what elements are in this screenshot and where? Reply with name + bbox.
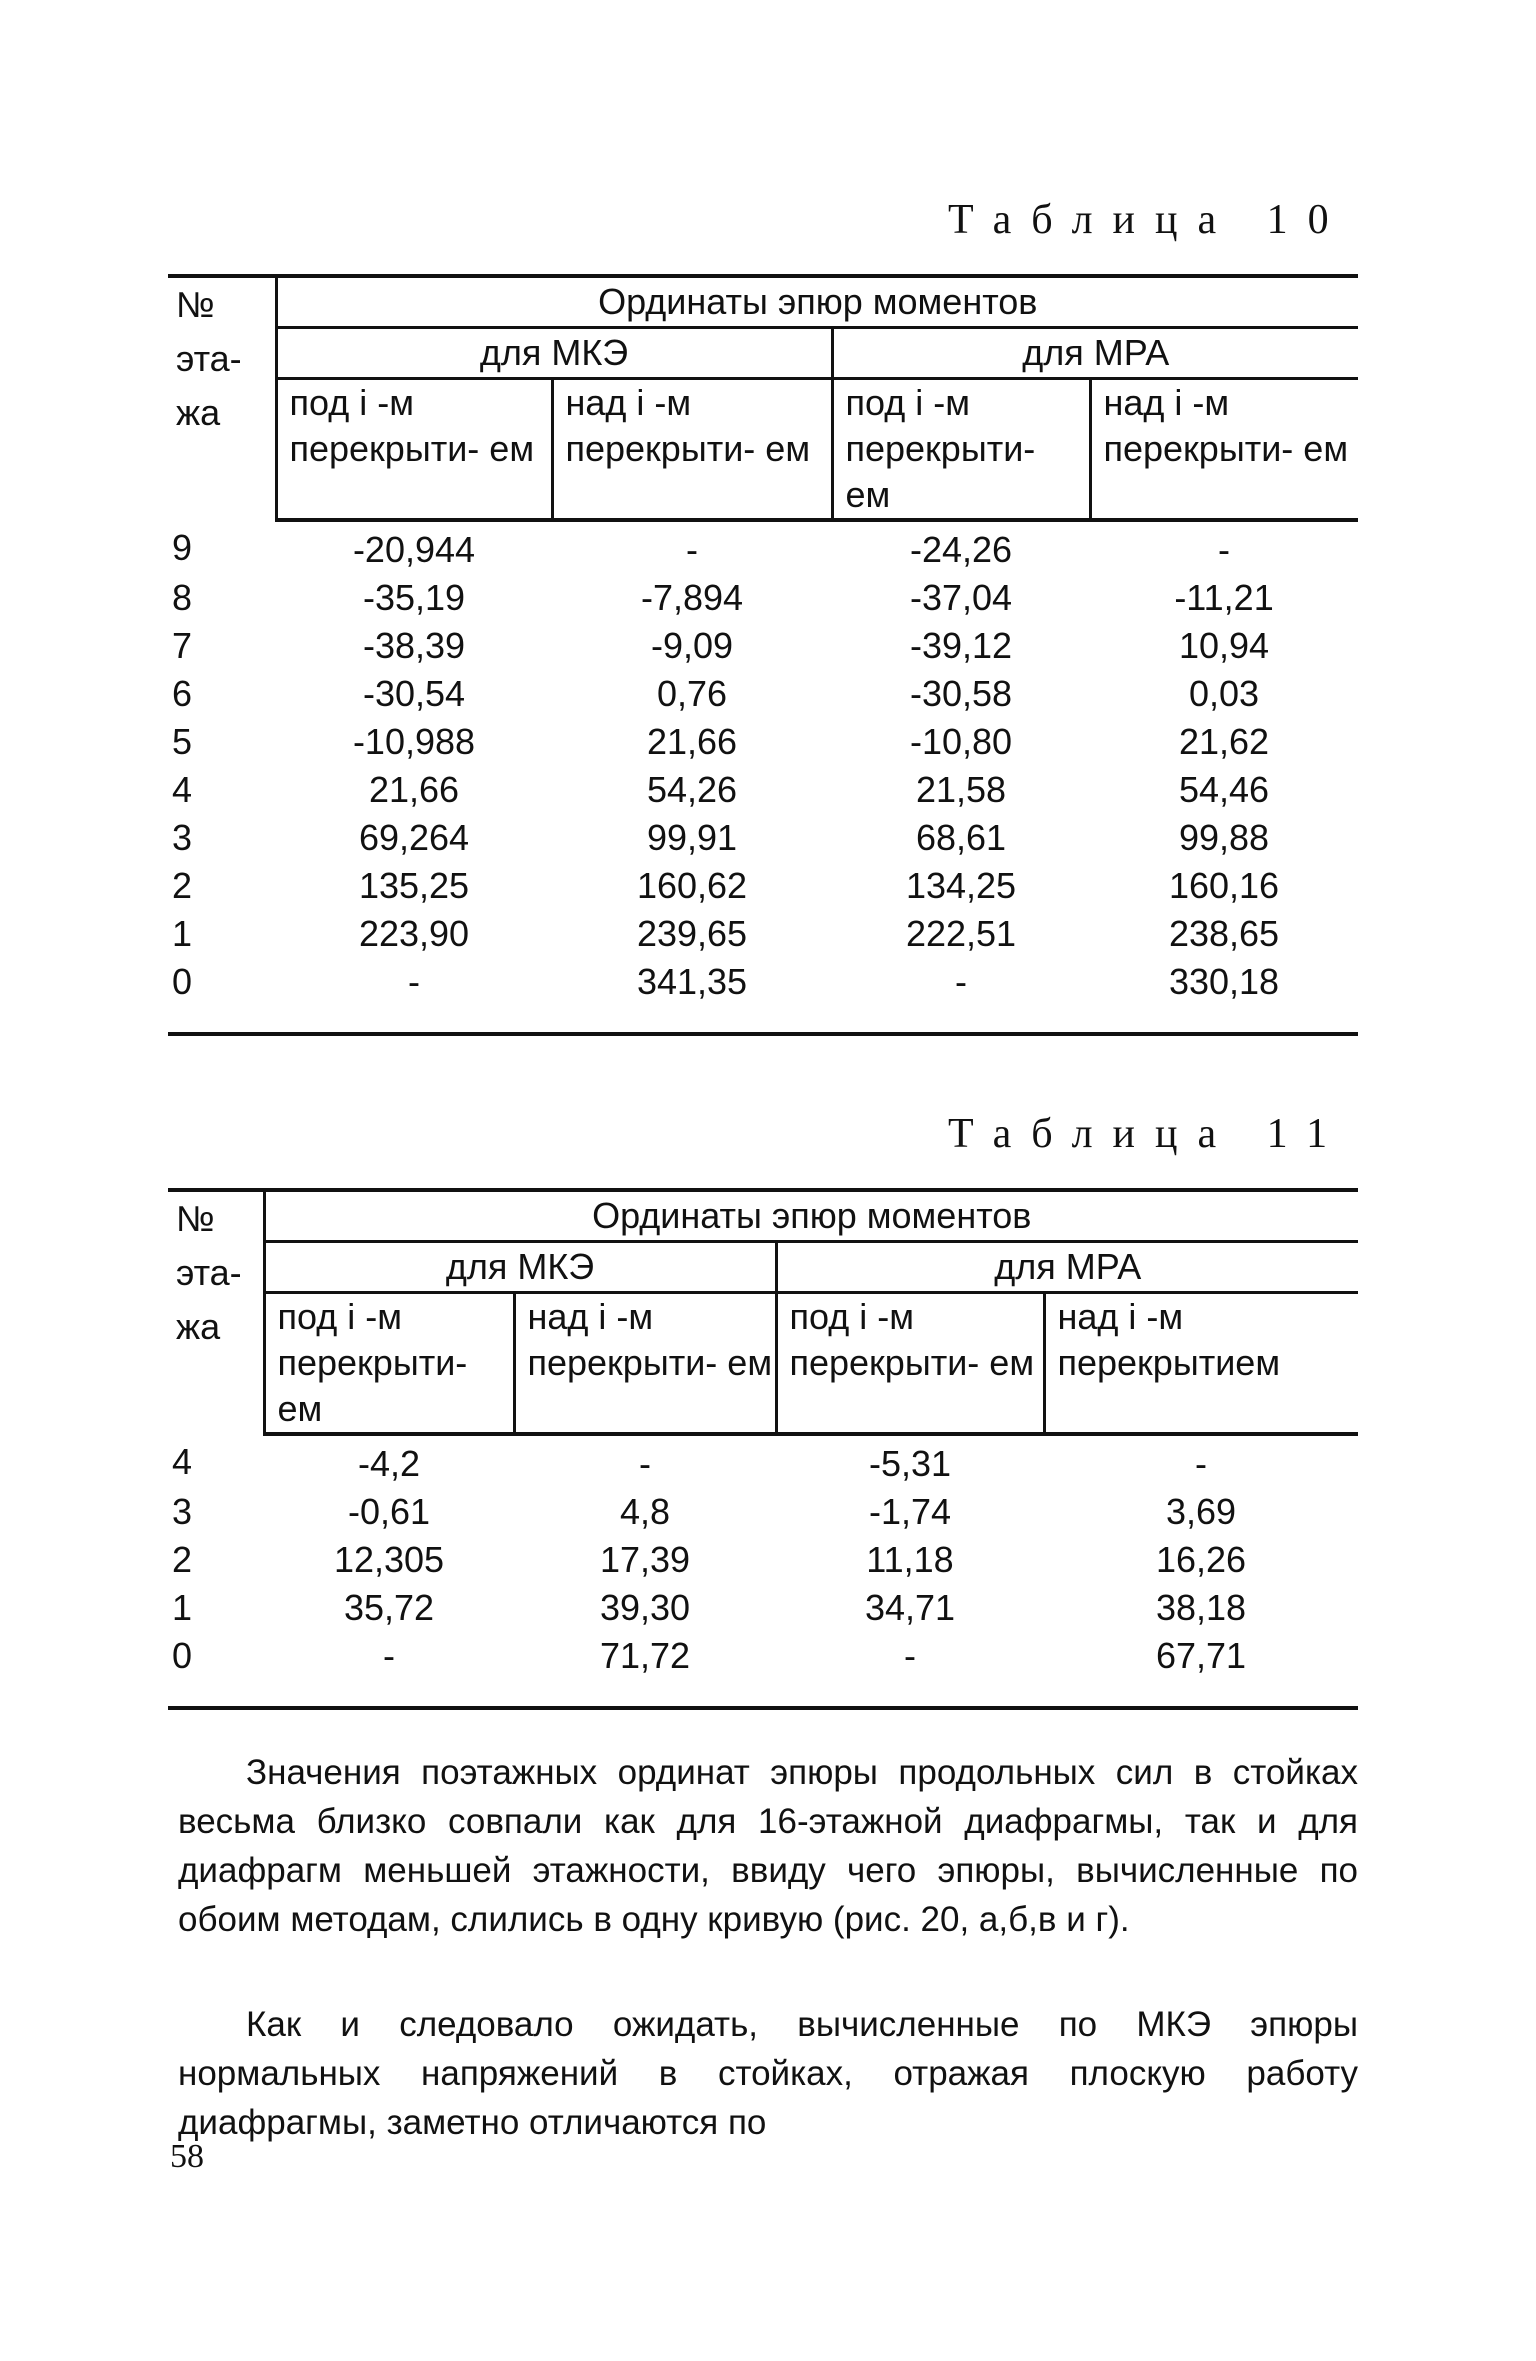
mra-group-header: для МРА xyxy=(776,1242,1358,1293)
floor-cell: 8 xyxy=(172,577,193,618)
value-cell-mke-under: -20,944 xyxy=(352,529,476,570)
value-cell-mra-under: -1,74 xyxy=(868,1491,952,1532)
value-cell-mke-over: 341,35 xyxy=(636,961,748,1002)
value-cell-mra-over: - xyxy=(1195,1443,1208,1484)
value-cell-mke-under: 135,25 xyxy=(358,865,470,906)
value-cell-mra-under: - xyxy=(955,961,967,1002)
table-10 xyxy=(168,274,1358,1036)
value-cell-mke-over: 160,62 xyxy=(636,865,748,906)
value-cell-mra-over: 21,62 xyxy=(1178,721,1270,762)
table-row xyxy=(168,574,1358,622)
paragraph-1: Значения поэтажных ординат эпюры продольных сил в стойках весьма близко совпали как для 16-этажной диафрагмы, так и для диафрагм меньшей этажности, ввиду чего эпюры, вычисленные по обоим методам, слились в одну кривую (рис. 20, а,б,в и г). xyxy=(178,1753,1358,1939)
value-cell-mra-over: 330,18 xyxy=(1168,961,1280,1002)
value-cell-mra-over: 16,26 xyxy=(1155,1539,1247,1580)
value-cell-mke-over: 39,30 xyxy=(599,1587,691,1628)
table-row xyxy=(168,520,1358,574)
table-row xyxy=(168,1632,1358,1708)
table-10-body xyxy=(168,520,1358,1034)
value-cell-mke-over: 239,65 xyxy=(636,913,748,954)
value-cell-mra-under: - xyxy=(904,1635,916,1676)
sub-header-mra-over: над i -м перекрытием xyxy=(1044,1293,1358,1435)
table-10-header xyxy=(168,276,1358,520)
value-cell-mke-under: -38,39 xyxy=(362,625,466,666)
value-cell-mra-over: 238,65 xyxy=(1168,913,1280,954)
value-cell-mke-under: 12,305 xyxy=(333,1539,445,1580)
value-cell-mke-over: -7,894 xyxy=(640,577,744,618)
value-cell-mke-over: - xyxy=(639,1443,651,1484)
floor-cell: 3 xyxy=(172,817,193,858)
value-cell-mra-under: -10,80 xyxy=(909,721,1013,762)
table-row xyxy=(168,910,1358,958)
table-row xyxy=(168,1536,1358,1584)
value-cell-mra-under: 222,51 xyxy=(905,913,1017,954)
value-cell-mra-under: 134,25 xyxy=(905,865,1017,906)
floor-header: № эта- жа xyxy=(168,276,276,520)
table-row xyxy=(168,958,1358,1034)
floor-header: № эта- жа xyxy=(168,1190,264,1434)
value-cell-mke-under: -30,54 xyxy=(362,673,466,714)
value-cell-mra-under: 21,58 xyxy=(915,769,1007,810)
floor-cell: 5 xyxy=(172,721,193,762)
table-row xyxy=(168,718,1358,766)
floor-cell: 4 xyxy=(172,769,193,810)
value-cell-mra-over: 3,69 xyxy=(1165,1491,1237,1532)
value-cell-mke-over: 99,91 xyxy=(646,817,738,858)
value-cell-mke-over: 17,39 xyxy=(599,1539,691,1580)
table-row xyxy=(168,862,1358,910)
value-cell-mke-over: 54,26 xyxy=(646,769,738,810)
table-row xyxy=(168,814,1358,862)
sub-header-mke-under: под i -м перекрыти- ем xyxy=(264,1293,514,1435)
value-cell-mra-over: 10,94 xyxy=(1178,625,1270,666)
sub-header-mke-over: над i -м перекрыти- ем xyxy=(552,379,832,521)
floor-cell: 9 xyxy=(172,527,193,568)
floor-cell: 2 xyxy=(172,1539,193,1580)
value-cell-mra-over: 99,88 xyxy=(1178,817,1270,858)
value-cell-mra-under: -5,31 xyxy=(868,1443,952,1484)
page-number: 58 xyxy=(170,2138,204,2175)
value-cell-mra-over: 0,03 xyxy=(1188,673,1260,714)
value-cell-mra-over: 38,18 xyxy=(1155,1587,1247,1628)
value-cell-mke-under: -0,61 xyxy=(347,1491,431,1532)
value-cell-mra-over: -11,21 xyxy=(1174,577,1274,618)
floor-cell: 0 xyxy=(172,961,193,1002)
value-cell-mke-under: 35,72 xyxy=(343,1587,435,1628)
value-cell-mra-under: 11,18 xyxy=(866,1539,954,1580)
value-cell-mra-under: 34,71 xyxy=(864,1587,956,1628)
value-cell-mke-over: 4,8 xyxy=(619,1491,671,1532)
value-cell-mke-under: 69,264 xyxy=(358,817,470,858)
table-row xyxy=(168,1434,1358,1488)
table-11-header xyxy=(168,1190,1358,1434)
table-11-caption: Таблица 11 xyxy=(948,1111,1348,1157)
value-cell-mke-under: -4,2 xyxy=(357,1443,421,1484)
value-cell-mra-under: 68,61 xyxy=(915,817,1007,858)
value-cell-mke-under: 21,66 xyxy=(368,769,460,810)
value-cell-mke-over: 0,76 xyxy=(656,673,728,714)
floor-cell: 2 xyxy=(172,865,193,906)
floor-cell: 0 xyxy=(172,1635,193,1676)
table-row xyxy=(168,1488,1358,1536)
value-cell-mke-over: - xyxy=(686,529,698,570)
floor-cell: 7 xyxy=(172,625,193,666)
table-row xyxy=(168,1584,1358,1632)
value-cell-mke-over: 21,66 xyxy=(646,721,738,762)
value-cell-mra-over: 160,16 xyxy=(1168,865,1280,906)
value-cell-mke-under: 223,90 xyxy=(358,913,470,954)
mke-group-header: для МКЭ xyxy=(264,1242,776,1293)
value-cell-mke-under: - xyxy=(408,961,420,1002)
floor-cell: 6 xyxy=(172,673,193,714)
value-cell-mra-over: 54,46 xyxy=(1178,769,1270,810)
table-11 xyxy=(168,1188,1358,1710)
floor-cell: 3 xyxy=(172,1491,193,1532)
value-cell-mke-under: - xyxy=(383,1635,395,1676)
mra-group-header: для МРА xyxy=(832,328,1358,379)
sub-header-mra-over: над i -м перекрыти- ем xyxy=(1090,379,1358,521)
table-row xyxy=(168,766,1358,814)
value-cell-mra-under: -24,26 xyxy=(909,529,1013,570)
table-11-body xyxy=(168,1434,1358,1708)
sub-header-mra-under: под i -м перекрыти- ем xyxy=(832,379,1090,521)
sub-header-mke-under: под i -м перекрыти- ем xyxy=(276,379,552,521)
value-cell-mra-under: -37,04 xyxy=(909,577,1013,618)
value-cell-mra-over: - xyxy=(1218,529,1231,570)
value-cell-mke-over: -9,09 xyxy=(650,625,734,666)
table-row xyxy=(168,622,1358,670)
value-cell-mra-under: -39,12 xyxy=(909,625,1013,666)
floor-cell: 1 xyxy=(172,913,193,954)
floor-cell: 4 xyxy=(172,1441,193,1482)
sub-header-mke-over: над i -м перекрыти- ем xyxy=(514,1293,776,1435)
sub-header-mra-under: под i -м перекрыти- ем xyxy=(776,1293,1044,1435)
table-row xyxy=(168,670,1358,718)
mke-group-header: для МКЭ xyxy=(276,328,832,379)
floor-cell: 1 xyxy=(172,1587,193,1628)
value-cell-mke-under: -10,988 xyxy=(352,721,476,762)
ordinates-header: Ординаты эпюр моментов xyxy=(276,276,1358,328)
value-cell-mke-over: 71,72 xyxy=(599,1635,691,1676)
value-cell-mra-under: -30,58 xyxy=(909,673,1013,714)
paragraph-2: Как и следовало ожидать, вычисленные по МКЭ эпюры нормальных напряжений в стойках, отражая плоскую работу диафрагмы, заметно отличаются по xyxy=(178,2005,1358,2142)
ordinates-header: Ординаты эпюр моментов xyxy=(264,1190,1358,1242)
value-cell-mra-over: 67,71 xyxy=(1155,1635,1247,1676)
value-cell-mke-under: -35,19 xyxy=(362,577,466,618)
table-10-caption: Таблица 10 xyxy=(948,197,1349,243)
